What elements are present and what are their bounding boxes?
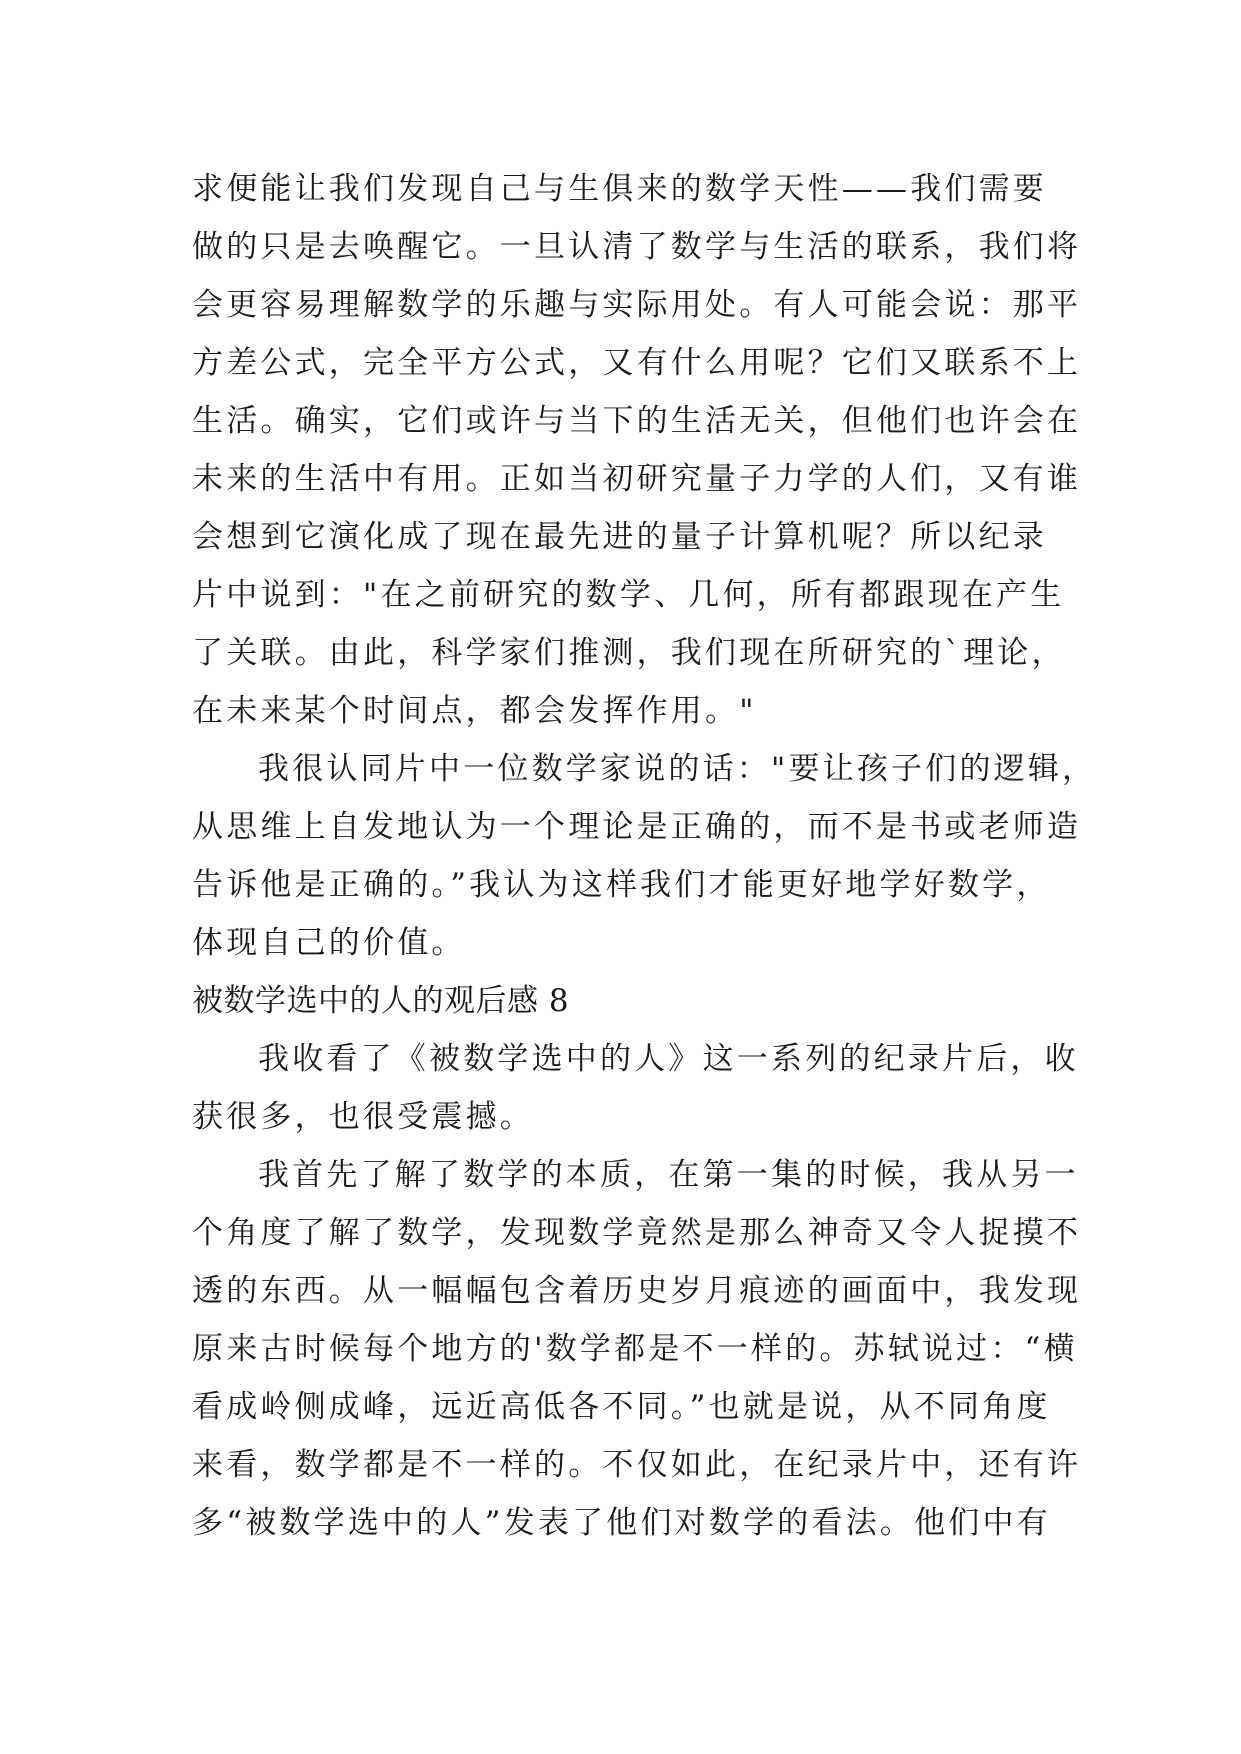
- text-line: 生活。确实，它们或许与当下的生活无关，但他们也许会在: [192, 403, 1082, 439]
- text-line: 透的东西。从一幅幅包含着历史岁月痕迹的画面中，我发现: [192, 1273, 1082, 1309]
- text-line: 多“被数学选中的人”发表了他们对数学的看法。他们中有: [192, 1505, 1051, 1541]
- text-line: 来看，数学都是不一样的。不仅如此，在纪录片中，还有许: [192, 1447, 1082, 1483]
- section-heading: 被数学选中的人的观后感 8: [192, 983, 570, 1019]
- text-line: 获很多，也很受震撼。: [192, 1099, 534, 1135]
- text-line: 原来古时候每个地方的'数学都是不一样的。苏轼说过：“横: [192, 1331, 1078, 1367]
- text-line: 在未来某个时间点，都会发挥作用。": [192, 693, 757, 729]
- text-line: 求便能让我们发现自己与生俱来的数学天性——我们需要: [192, 171, 1047, 207]
- text-line: 做的只是去唤醒它。一旦认清了数学与生活的联系，我们将: [192, 229, 1082, 265]
- text-line: 看成岭侧成峰，远近高低各不同。”也就是说，从不同角度: [192, 1389, 1051, 1425]
- text-line: 从思维上自发地认为一个理论是正确的，而不是书或老师造: [192, 809, 1082, 845]
- paragraph-start-line: 我收看了《被数学选中的人》这一系列的纪录片后，收: [258, 1041, 1079, 1077]
- text-line: 会想到它演化成了现在最先进的量子计算机呢？所以纪录: [192, 519, 1047, 555]
- text-line: 会更容易理解数学的乐趣与实际用处。有人可能会说：那平: [192, 287, 1082, 323]
- text-line: 方差公式，完全平方公式，又有什么用呢？它们又联系不上: [192, 345, 1082, 381]
- text-line: 体现自己的价值。: [192, 925, 466, 961]
- paragraph-start-line: 我首先了解了数学的本质，在第一集的时候，我从另一: [258, 1157, 1079, 1193]
- text-line: 告诉他是正确的。”我认为这样我们才能更好地学好数学，: [192, 867, 1051, 903]
- text-line: 了关联。由此，科学家们推测，我们现在所研究的`理论，: [192, 635, 1066, 671]
- paragraph-start-line: 我很认同片中一位数学家说的话："要让孩子们的逻辑，: [258, 751, 1097, 787]
- text-line: 个角度了解了数学，发现数学竟然是那么神奇又令人捉摸不: [192, 1215, 1082, 1251]
- body-text: [192, 160, 1097, 1552]
- text-line: 片中说到："在之前研究的数学、几何，所有都跟现在产生: [192, 577, 1065, 613]
- text-line: 未来的生活中有用。正如当初研究量子力学的人们，又有谁: [192, 461, 1082, 497]
